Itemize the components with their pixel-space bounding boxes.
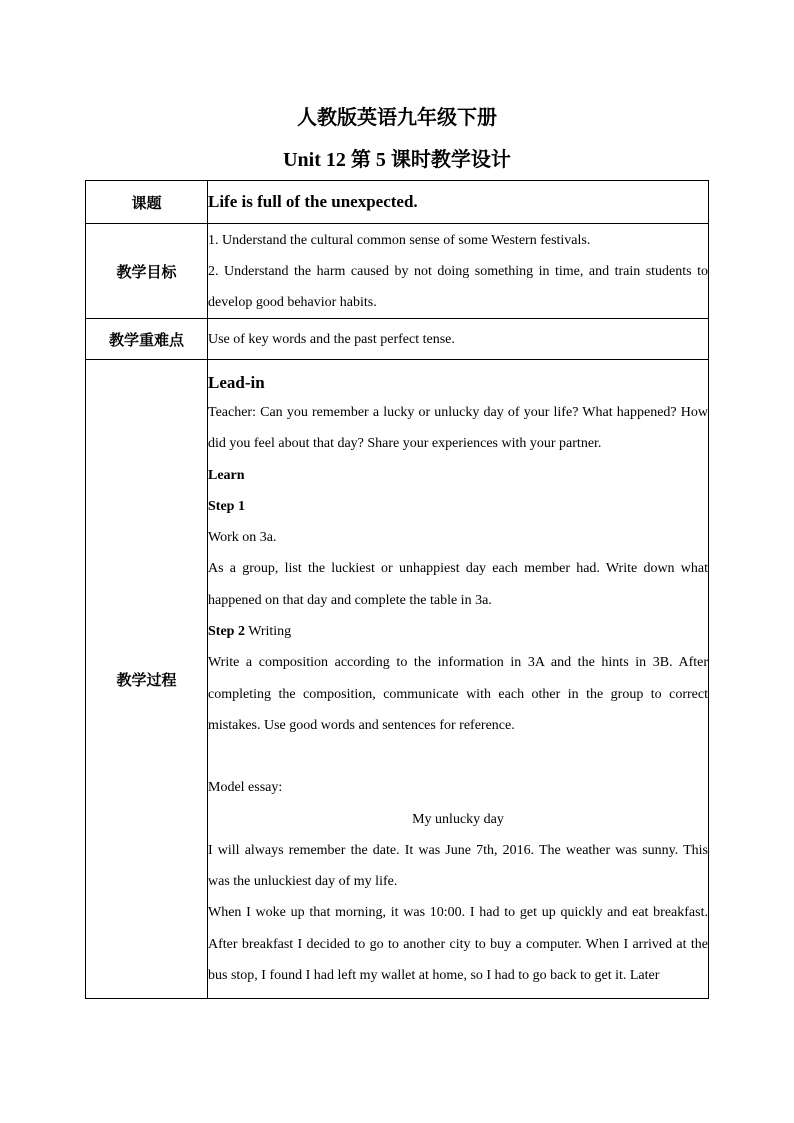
step1-heading: Step 1 [208,498,245,514]
lead-in-heading: Lead-in [208,373,265,392]
topic-label: 课题 [86,181,208,224]
goals-row [86,224,709,319]
key-points-text: Use of key words and the past perfect tense. [208,331,455,347]
key-points-label: 教学重难点 [86,319,208,360]
step2-heading: Step 2 [208,624,245,640]
step2-text: Write a composition according to the information in 3A and the hints in 3B. After completing the composition, communicate with each other in the group to correct mistakes. Use good words and sentences for reference. [208,655,708,733]
process-content [208,360,708,998]
lesson-plan-table [85,180,709,999]
process-label: 教学过程 [86,360,208,999]
essay-paragraph-1: I will always remember the date. It was June 7th, 2016. The weather was sunny. This was the unluckiest day of my life. [208,842,708,890]
step1-line-1: Work on 3a. [208,530,277,546]
goal-item-2: 2. Understand the harm caused by not doing something in time, and train students to develop good behavior habits. [208,263,708,310]
learn-heading: Learn [208,467,245,483]
lead-in-text: Teacher: Can you remember a lucky or unlucky day of your life? What happened? How did you feel about that day? Share your experiences with your partner. [208,405,708,452]
key-points-row [86,319,709,360]
topic-row [86,181,709,224]
step2-heading-line [208,616,708,647]
process-row [86,360,709,999]
blank-line [208,741,708,772]
essay-title: My unlucky day [412,811,504,827]
topic-text: Life is full of the unexpected. [208,192,418,211]
model-essay-label: Model essay: [208,780,283,796]
essay-paragraph-2: When I woke up that morning, it was 10:00. I had to get up quickly and eat breakfast. After breakfast I decided to go to another city to buy a computer. When I arrived at the bus stop, I found I had left my wallet at home, so I had to go back to get it. Later [208,905,708,984]
goal-item-1: 1. Understand the cultural common sense of some Western festivals. [208,232,591,248]
step2-heading-rest: Writing [244,624,292,640]
topic-cell [208,181,709,224]
goals-cell [208,224,709,319]
goals-label: 教学目标 [86,224,208,319]
process-cell [208,360,709,999]
key-points-cell [208,319,709,360]
document-subtitle: Unit 12 第 5 课时教学设计 [283,149,511,171]
step1-line-2: As a group, list the luckiest or unhappiest day each member had. Write down what happened on that day and complete the table in 3a. [208,561,708,608]
document-title: 人教版英语九年级下册 [297,107,497,129]
